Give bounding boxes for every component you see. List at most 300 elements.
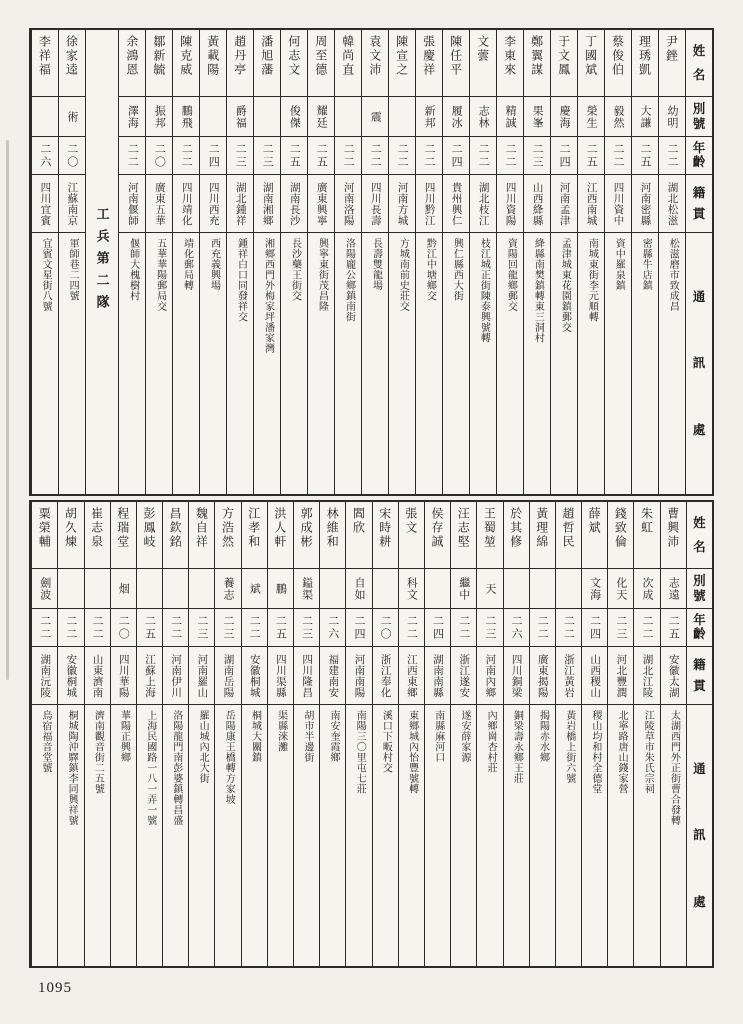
person-name-text: 粟榮輔	[37, 507, 52, 549]
person-alias	[605, 96, 631, 136]
person-alias	[451, 568, 476, 608]
person-address-text: 遂安薛家源	[458, 710, 470, 763]
header-age-label	[686, 136, 712, 174]
person-address-text: 溪口下畈村交	[380, 710, 392, 773]
person-address	[470, 232, 496, 494]
person-age	[556, 608, 581, 646]
person-native	[320, 646, 345, 704]
person-native-text: 江西南城	[585, 181, 597, 226]
person-address	[451, 704, 476, 966]
person-address	[215, 704, 240, 966]
person-name-text: 曹興沛	[665, 507, 680, 549]
person-address	[85, 704, 110, 966]
person-name-text: 潘旭藩	[259, 35, 274, 77]
person-age-text: 二二	[169, 614, 182, 641]
person-alias-text: 榮生	[585, 104, 598, 129]
header-native-label	[686, 174, 712, 232]
person-age	[111, 608, 136, 646]
person-native-text: 安徽桐城	[65, 653, 77, 698]
person-age	[59, 136, 85, 174]
person-column	[136, 502, 162, 966]
header-age-label	[687, 608, 712, 646]
person-address-text: 軍師巷二四號	[67, 238, 79, 301]
header-native-label	[687, 646, 712, 704]
person-native-text: 河南羅山	[196, 653, 208, 698]
person-age-text: 二三	[222, 614, 235, 641]
person-address-text: 黔江中塘鄉交	[424, 238, 436, 301]
person-native-text: 湖南岳陽	[222, 653, 234, 698]
person-native	[254, 174, 280, 232]
person-name	[504, 502, 529, 568]
person-name	[530, 502, 555, 568]
person-age-text: 二五	[667, 614, 680, 641]
person-age-text: 二二	[666, 142, 679, 169]
person-name-text: 錢致倫	[613, 507, 628, 549]
person-alias-text: 慶海	[558, 104, 571, 129]
person-address-text: 烏宿福音堂號	[39, 710, 51, 773]
person-native	[632, 174, 658, 232]
person-age	[451, 608, 476, 646]
person-column	[450, 502, 476, 966]
person-address-text: 孟津城東花園鎮郵交	[559, 238, 571, 333]
person-name-text: 余鴻恩	[124, 35, 139, 77]
person-age-text: 二二	[64, 614, 77, 641]
unit-label-text: 工兵第二隊	[94, 207, 110, 317]
person-native	[399, 646, 424, 704]
person-alias	[111, 568, 136, 608]
person-native-text: 湖北鍾祥	[234, 181, 246, 226]
person-column	[372, 502, 398, 966]
person-native-text: 四川銅梁	[510, 653, 522, 698]
person-age	[443, 136, 469, 174]
person-alias-text: 文海	[588, 576, 601, 601]
person-address	[389, 232, 415, 494]
person-native	[308, 174, 334, 232]
person-address	[335, 232, 361, 494]
person-age-text: 二〇	[379, 614, 392, 641]
person-age-text: 二二	[536, 614, 549, 641]
person-alias-text: 志遠	[667, 576, 680, 601]
header-char: 籍	[693, 658, 706, 672]
header-char: 年	[693, 613, 706, 628]
person-address	[308, 232, 334, 494]
person-address-text: 西充義興場	[208, 238, 220, 291]
person-name-text: 于文鳳	[556, 35, 571, 77]
person-alias	[281, 96, 307, 136]
person-native	[242, 646, 267, 704]
person-name-text: 徐家逵	[64, 35, 79, 77]
person-alias	[294, 568, 319, 608]
person-native	[556, 646, 581, 704]
person-age	[504, 608, 529, 646]
person-column	[110, 502, 136, 966]
person-name	[111, 502, 136, 568]
person-address	[58, 704, 83, 966]
person-alias-text: 科文	[405, 576, 418, 601]
person-age	[399, 608, 424, 646]
person-native-text: 四川西充	[207, 181, 219, 226]
person-address	[425, 704, 450, 966]
person-address	[32, 704, 57, 966]
unit-label	[86, 30, 118, 494]
person-native-text: 四川靖化	[180, 181, 192, 226]
person-name	[605, 30, 631, 96]
person-name-text: 林維和	[325, 507, 340, 549]
person-alias-text: 天	[483, 582, 496, 595]
person-address-text: 絳縣南樊鎮轉東三洞村	[532, 238, 544, 343]
person-address	[659, 232, 685, 494]
person-age-text: 二二	[504, 142, 517, 169]
person-alias-text: 次成	[641, 576, 654, 601]
person-age-text: 二二	[369, 142, 382, 169]
person-age-text: 二〇	[117, 614, 130, 641]
person-alias	[425, 568, 450, 608]
person-address-text: 桐城陶沖驛鎮李同興祥號	[66, 710, 78, 826]
person-native	[85, 646, 110, 704]
person-name	[189, 502, 214, 568]
person-age-text: 二四	[431, 614, 444, 641]
person-native-text: 四川隆昌	[301, 653, 313, 698]
person-alias-text: 自如	[352, 576, 365, 601]
person-native-text: 湖南南縣	[432, 653, 444, 698]
person-age-text: 二三	[300, 614, 313, 641]
person-name-text: 陳宣之	[394, 35, 409, 77]
person-alias	[32, 568, 57, 608]
person-column	[658, 30, 685, 494]
person-name	[119, 30, 145, 96]
person-name-text: 鄭翼謀	[529, 35, 544, 77]
person-name-text: 趙丹亭	[232, 35, 247, 77]
person-age	[254, 136, 280, 174]
person-column	[607, 502, 633, 966]
person-column	[631, 30, 658, 494]
person-alias	[632, 96, 658, 136]
person-name-text: 昌欽銘	[168, 507, 183, 549]
person-alias	[389, 96, 415, 136]
header-name-label	[686, 30, 712, 96]
person-age	[632, 136, 658, 174]
person-address	[632, 232, 658, 494]
person-native	[335, 174, 361, 232]
person-native	[661, 646, 686, 704]
person-age-text: 二五	[639, 142, 652, 169]
person-native-text: 湖南沅陵	[39, 653, 51, 698]
header-alias-label	[686, 96, 712, 136]
header-char: 籍	[692, 186, 706, 200]
person-address	[530, 704, 555, 966]
person-address-text: 鍾祥白口同發祥交	[235, 238, 247, 322]
person-native	[200, 174, 226, 232]
person-column	[469, 30, 496, 494]
person-age-text: 二三	[483, 614, 496, 641]
person-alias	[85, 568, 110, 608]
person-native	[578, 174, 604, 232]
person-name	[242, 502, 267, 568]
person-age	[605, 136, 631, 174]
person-age	[335, 136, 361, 174]
person-age	[242, 608, 267, 646]
person-age-text: 二三	[195, 614, 208, 641]
person-native-text: 江西東鄉	[405, 653, 417, 698]
person-native	[530, 646, 555, 704]
person-name	[320, 502, 345, 568]
person-native-text: 山西稷山	[589, 653, 601, 698]
person-name	[281, 30, 307, 96]
person-age-text: 二四	[450, 142, 463, 169]
person-address	[268, 704, 293, 966]
person-native-text: 河南方城	[396, 181, 408, 226]
person-address	[346, 704, 371, 966]
person-age-text: 二二	[612, 142, 625, 169]
person-age	[530, 608, 555, 646]
person-age	[634, 608, 659, 646]
person-name	[215, 502, 240, 568]
person-native	[451, 646, 476, 704]
person-alias	[399, 568, 424, 608]
person-age-text: 二二	[91, 614, 104, 641]
person-name	[582, 502, 607, 568]
person-alias	[320, 568, 345, 608]
person-column	[188, 502, 214, 966]
person-native	[215, 646, 240, 704]
person-native	[346, 646, 371, 704]
person-address-text: 興寧東街茂昌隆	[316, 238, 328, 312]
person-address-text: 稷山均和村全德堂	[589, 710, 601, 794]
person-native-text: 河南孟津	[558, 181, 570, 226]
person-address	[524, 232, 550, 494]
person-alias	[524, 96, 550, 136]
person-name	[470, 30, 496, 96]
person-address-text: 內鄉崗杏村莊	[485, 710, 497, 773]
person-name	[137, 502, 162, 568]
person-age	[389, 136, 415, 174]
person-alias	[268, 568, 293, 608]
person-alias	[227, 96, 253, 136]
person-native	[443, 174, 469, 232]
person-name-text: 文蕓	[475, 35, 490, 63]
person-column	[214, 502, 240, 966]
person-alias-text: 震	[369, 110, 382, 123]
person-address-text: 長沙藥王街交	[289, 238, 301, 301]
person-age-text: 二二	[396, 142, 409, 169]
person-address-text: 岳陽康王橋轉方家坡	[223, 710, 235, 805]
person-alias	[215, 568, 240, 608]
person-alias	[659, 96, 685, 136]
person-address	[399, 704, 424, 966]
person-name-text: 陳克威	[178, 35, 193, 77]
scan-gutter-shadow	[6, 140, 9, 680]
person-age	[524, 136, 550, 174]
person-age	[320, 608, 345, 646]
person-alias	[58, 568, 83, 608]
person-address	[294, 704, 319, 966]
person-alias-text: 耀廷	[315, 104, 328, 129]
person-age-text: 二五	[274, 614, 287, 641]
person-alias	[146, 96, 172, 136]
header-char: 通	[693, 761, 706, 776]
person-address-text: 濟南觀音街二五號	[92, 710, 104, 794]
person-age-text: 二三	[614, 614, 627, 641]
person-alias	[59, 96, 85, 136]
person-age-text: 二二	[457, 614, 470, 641]
person-address	[443, 232, 469, 494]
person-age	[146, 136, 172, 174]
person-alias	[32, 96, 58, 136]
person-alias	[556, 568, 581, 608]
person-address	[477, 704, 502, 966]
person-name	[58, 502, 83, 568]
person-address	[608, 704, 633, 966]
person-address-text: 洛陽龐公鄉鎮南街	[343, 238, 355, 322]
person-native-text: 山東濟南	[91, 653, 103, 698]
person-age-text: 二五	[585, 142, 598, 169]
person-native-text: 山西絳縣	[531, 181, 543, 226]
person-name	[85, 502, 110, 568]
person-address	[582, 704, 607, 966]
person-age-text: 二五	[315, 142, 328, 169]
person-address-text: 湘鄉西門外梅家坪潘家灣	[262, 238, 274, 354]
person-address	[254, 232, 280, 494]
person-address-text: 興仁縣西大街	[451, 238, 463, 301]
person-name	[59, 30, 85, 96]
person-address-text: 揭陽赤水鄉	[537, 710, 549, 763]
person-address-text: 胡市半邊街	[301, 710, 313, 763]
person-name	[268, 502, 293, 568]
person-age	[661, 608, 686, 646]
person-name-text: 侯存誠	[430, 507, 445, 549]
person-name-text: 崔志泉	[89, 507, 104, 549]
person-native-text: 湖南湘鄉	[261, 181, 273, 226]
person-native	[59, 174, 85, 232]
person-alias	[582, 568, 607, 608]
person-alias-text: 俊傑	[288, 104, 301, 129]
person-name	[632, 30, 658, 96]
person-address-text: 黃岩橋上街六號	[563, 710, 575, 784]
person-age-text: 二二	[38, 614, 51, 641]
person-address	[242, 704, 267, 966]
person-native-text: 貴州興仁	[450, 181, 462, 226]
person-age	[497, 136, 523, 174]
person-age	[294, 608, 319, 646]
person-address-text: 資中羅泉鎮	[613, 238, 625, 291]
person-name	[32, 30, 58, 96]
person-alias-text: 斌	[248, 582, 261, 595]
person-column	[199, 30, 226, 494]
person-native-text: 河南洛陽	[342, 181, 354, 226]
person-column	[398, 502, 424, 966]
person-name-text: 周至德	[313, 35, 328, 77]
person-alias	[200, 96, 226, 136]
person-address-text: 渠縣淶灘	[275, 710, 287, 752]
person-address	[173, 232, 199, 494]
person-name	[551, 30, 577, 96]
person-name	[443, 30, 469, 96]
person-age	[416, 136, 442, 174]
person-name	[362, 30, 388, 96]
person-name-text: 魏自祥	[194, 507, 209, 549]
person-address	[504, 704, 529, 966]
person-alias-text: 振邦	[153, 104, 166, 129]
person-native-text: 四川長壽	[369, 181, 381, 226]
person-alias-text: 新邦	[423, 104, 436, 129]
person-age-text: 二二	[342, 142, 355, 169]
person-native-text: 湖北江陵	[641, 653, 653, 698]
person-alias	[254, 96, 280, 136]
person-age	[470, 136, 496, 174]
person-name	[32, 502, 57, 568]
person-name	[294, 502, 319, 568]
person-native-text: 河南伊川	[170, 653, 182, 698]
person-native-text: 廣東五華	[153, 181, 165, 226]
person-native	[373, 646, 398, 704]
person-age	[227, 136, 253, 174]
person-alias-text: 繼中	[457, 576, 470, 601]
person-name	[497, 30, 523, 96]
person-alias	[362, 96, 388, 136]
person-column	[58, 30, 85, 494]
person-column	[118, 30, 145, 494]
person-age-text: 二四	[207, 142, 220, 169]
person-name	[308, 30, 334, 96]
header-char: 通	[692, 289, 706, 304]
person-address-text: 南安奎霞鄉	[328, 710, 340, 763]
person-column	[307, 30, 334, 494]
person-alias-text: 履冰	[450, 104, 463, 129]
person-address	[320, 704, 345, 966]
person-alias	[497, 96, 523, 136]
person-alias	[373, 568, 398, 608]
person-address-text: 偃師大槐樹村	[127, 238, 139, 301]
header-char: 號	[692, 116, 706, 131]
person-native	[111, 646, 136, 704]
person-age-text: 二二	[180, 142, 193, 169]
header-char: 別	[693, 574, 706, 588]
person-alias	[189, 568, 214, 608]
person-age	[32, 136, 58, 174]
person-address	[416, 232, 442, 494]
person-alias-text: 鵬	[274, 582, 287, 595]
person-name	[477, 502, 502, 568]
person-age	[373, 608, 398, 646]
person-age	[119, 136, 145, 174]
person-native	[227, 174, 253, 232]
page-number: 1095	[38, 980, 72, 996]
header-address-label	[686, 232, 712, 494]
person-column	[334, 30, 361, 494]
person-native	[477, 646, 502, 704]
header-char: 名	[692, 67, 706, 82]
person-native-text: 湖北松滋	[666, 181, 678, 226]
person-name-text: 黃理綿	[534, 507, 549, 549]
person-native	[268, 646, 293, 704]
person-name-text: 王蜀堃	[482, 507, 497, 549]
person-alias-text: 養志	[222, 576, 235, 601]
person-age-text: 二二	[126, 142, 139, 169]
person-name	[173, 30, 199, 96]
person-native-text: 四川資中	[612, 181, 624, 226]
person-native	[146, 174, 172, 232]
person-column	[57, 502, 83, 966]
person-native-text: 廣東揭陽	[536, 653, 548, 698]
person-native-text: 安徽桐城	[248, 653, 260, 698]
person-name-text: 袁文沛	[367, 35, 382, 77]
person-column	[280, 30, 307, 494]
person-age-text: 二三	[261, 142, 274, 169]
person-name	[524, 30, 550, 96]
person-alias	[530, 568, 555, 608]
person-native	[189, 646, 214, 704]
person-name	[608, 502, 633, 568]
